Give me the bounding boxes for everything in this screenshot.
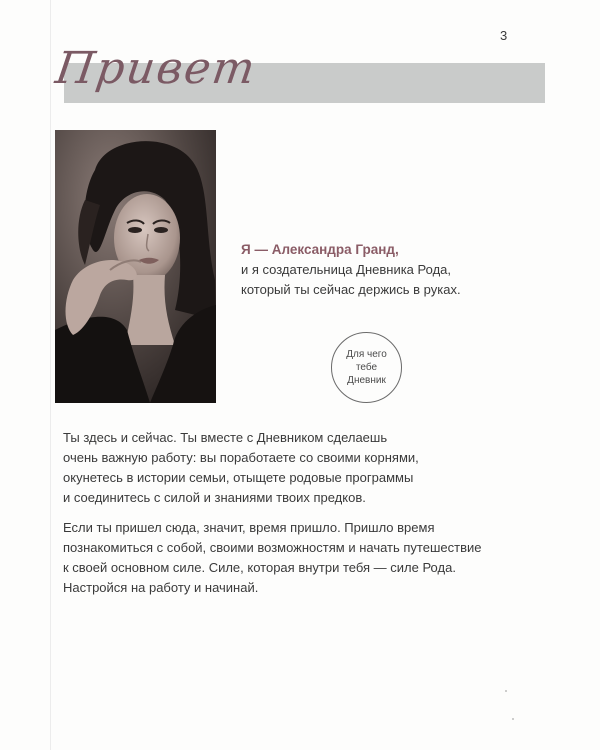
portrait-illustration [55, 130, 216, 403]
paragraph-line: Ты здесь и сейчас. Ты вместе с Дневником сделаешь [63, 430, 388, 445]
badge-line-1: Для чего [346, 349, 387, 360]
intro-line-2: который ты сейчас держись в руках. [241, 282, 461, 297]
paragraph-line: Если ты пришел сюда, значит, время пришло. Пришло время [63, 520, 435, 535]
author-portrait-photo [55, 130, 216, 403]
paragraph-line: окунетесь в истории семьи, отыщете родовые программы [63, 470, 414, 485]
page-number: 3 [500, 28, 508, 43]
scan-speck [505, 690, 507, 692]
page-title: Привет [52, 43, 260, 94]
scan-edge-line [50, 0, 51, 750]
badge-line-2: тебе [355, 362, 378, 373]
scan-speck [512, 718, 514, 720]
paragraph-line: очень важную работу: вы поработаете со своими корнями, [63, 450, 419, 465]
badge-text [346, 348, 387, 387]
badge-line-3: Дневник [347, 375, 386, 386]
author-name: Я — Александра Гранд, [241, 242, 399, 257]
paragraph-line: познакомиться с собой, своими возможностям и начать путешествие [63, 540, 482, 555]
author-intro [241, 240, 541, 300]
why-diary-badge[interactable] [331, 332, 402, 403]
paragraph-line: к своей основном силе. Силе, которая внутри тебя — силе Рода. [63, 560, 456, 575]
paragraph-line: и соединитесь с силой и знаниями твоих предков. [63, 490, 366, 505]
intro-line-1: и я создательница Дневника Рода, [241, 262, 451, 277]
paragraph-line: Настройся на работу и начинай. [63, 580, 259, 595]
paragraph-1 [63, 428, 523, 508]
paragraph-2 [63, 518, 523, 598]
